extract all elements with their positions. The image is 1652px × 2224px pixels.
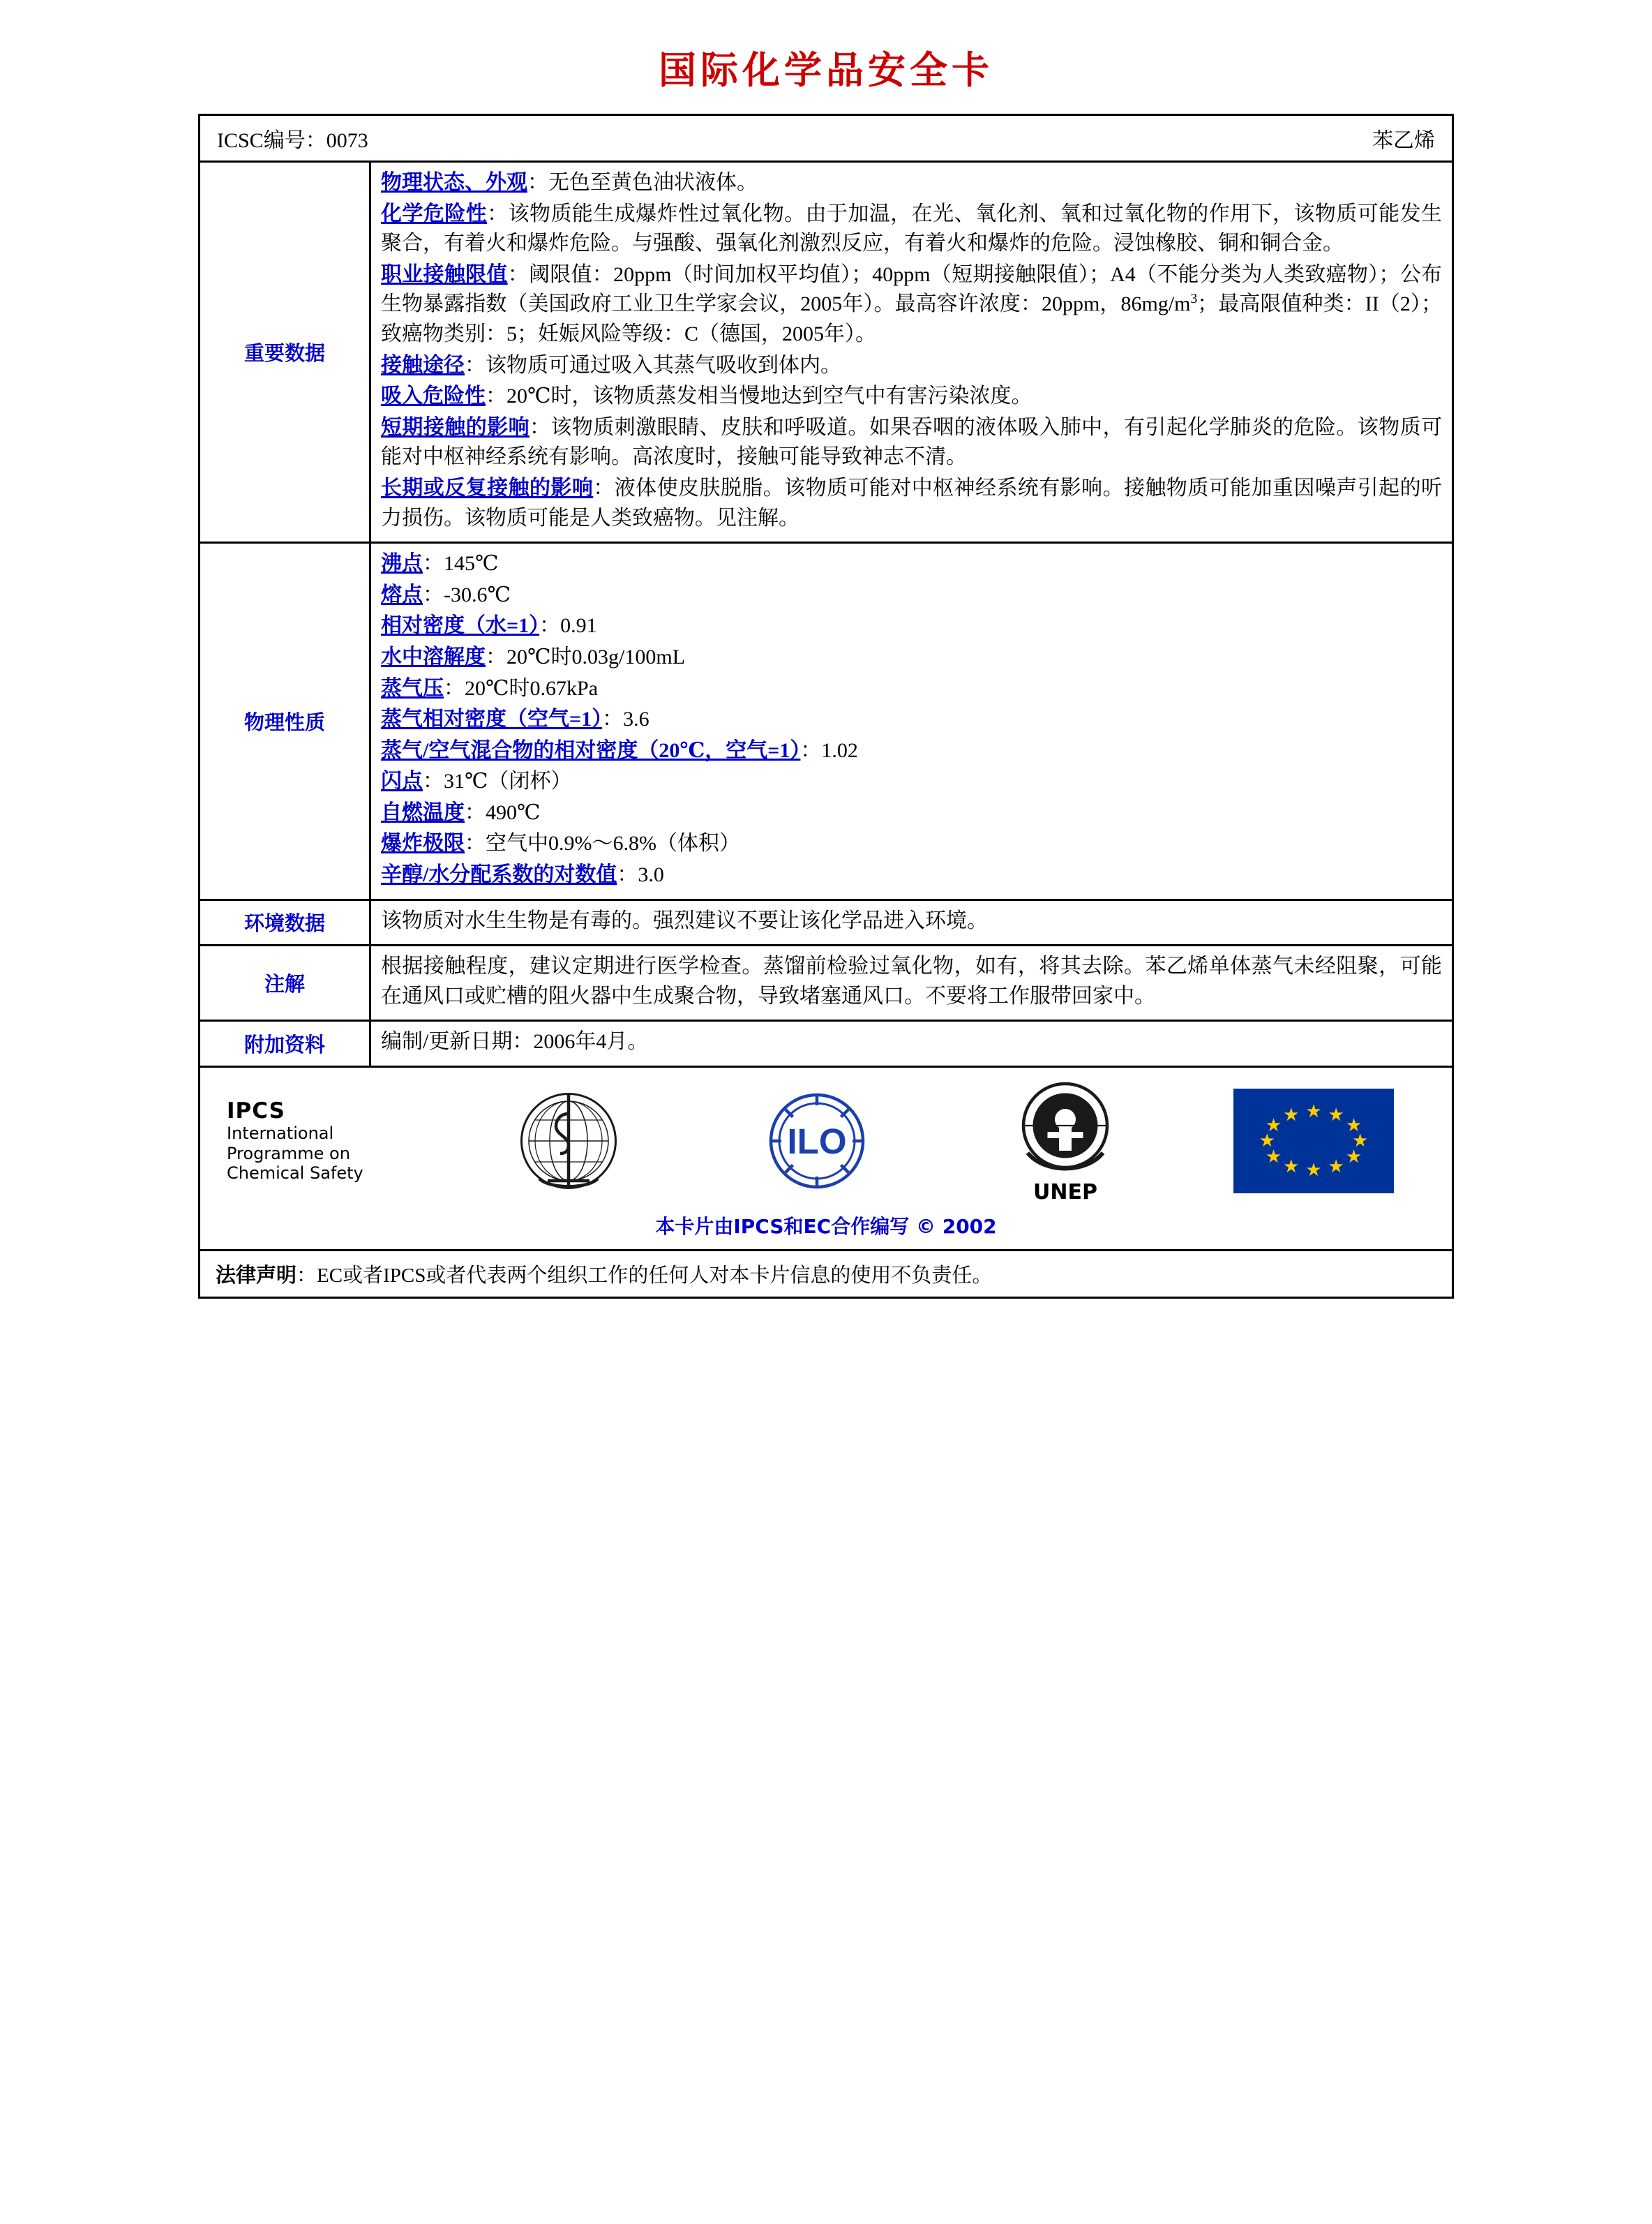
substance-name: 苯乙烯	[1372, 129, 1435, 152]
unep-globe-icon	[1009, 1077, 1121, 1182]
property-vapour-air-mixture-density	[381, 736, 1442, 766]
property-term: 爆炸极限	[381, 832, 465, 856]
property-term: 自燃温度	[381, 800, 465, 824]
section-notes	[200, 946, 1452, 1022]
entry-chemical-dangers	[381, 200, 1442, 259]
property-value: ：空气中0.9%～6.8%（体积）	[465, 832, 740, 856]
property-value: ：145℃	[423, 552, 499, 576]
entry-occupational-exposure-limits	[381, 260, 1442, 350]
ipcs-acronym: IPCS	[227, 1098, 285, 1124]
ipcs-subtitle-line2: Programme on	[227, 1143, 350, 1163]
property-value: ：0.91	[539, 614, 597, 638]
section-important-data	[200, 163, 1452, 544]
entry-term: 职业接触限值	[381, 262, 508, 286]
who-logo-icon	[513, 1089, 624, 1193]
section-label-environmental-data: 环境数据	[200, 901, 371, 945]
property-term: 蒸气压	[381, 676, 444, 700]
ipcs-subtitle-line3: Chemical Safety	[227, 1163, 363, 1184]
unep-caption: UNEP	[1033, 1180, 1097, 1205]
entry-term: 接触途径	[381, 353, 465, 377]
page-title: 国际化学品安全卡	[659, 48, 993, 92]
entry-routes-of-exposure	[381, 351, 1442, 381]
property-term: 相对密度（水=1）	[381, 614, 540, 638]
ilo-logo-slot	[693, 1089, 941, 1193]
entry-term: 长期或反复接触的影响	[381, 476, 594, 500]
legal-notice-row	[200, 1251, 1452, 1297]
card-header-row	[200, 116, 1452, 163]
entry-term: 短期接触的影响	[381, 415, 530, 439]
section-content-environmental-data	[371, 901, 1452, 945]
entry-physical-state	[381, 168, 1442, 198]
section-content-additional-information	[371, 1022, 1452, 1066]
property-flash-point	[381, 767, 1442, 797]
entry-text: ：该物质刺激眼睛、皮肤和呼吸道。如果吞咽的液体吸入肺中，有引起化学肺炎的危险。该物质可能对中枢神经系统有影响。高浓度时，接触可能导致神志不清。	[381, 415, 1442, 469]
section-additional-information	[200, 1022, 1452, 1068]
property-value: ：3.0	[617, 863, 664, 887]
footer-credit: 本卡片由IPCS和EC合作编写 © 2002	[655, 1215, 997, 1239]
property-value: ：3.6	[602, 708, 649, 731]
property-term: 蒸气相对密度（空气=1）	[381, 708, 603, 731]
ilo-logo-icon	[761, 1089, 873, 1193]
legal-notice-label: 法律声明	[216, 1264, 297, 1288]
section-physical-properties	[200, 544, 1452, 901]
section-content-notes	[371, 946, 1452, 1020]
section-label-important-data: 重要数据	[200, 163, 371, 542]
entry-text: ：液体使皮肤脱脂。该物质可能对中枢神经系统有影响。接触物质可能加重因噪声引起的听力损伤。该物质可能是人类致癌物。见注解。	[381, 476, 1443, 530]
property-term: 熔点	[381, 583, 423, 606]
eu-flag-slot	[1189, 1089, 1438, 1193]
legal-notice	[216, 1260, 992, 1288]
property-octanol-water-partition-coefficient	[381, 860, 1442, 890]
property-auto-ignition-temperature	[381, 798, 1442, 828]
section-environmental-data	[200, 901, 1452, 947]
property-melting-point	[381, 581, 1442, 611]
section-content-important-data	[371, 163, 1452, 542]
property-value: ：20℃时0.03g/100mL	[486, 645, 686, 669]
who-logo-slot	[444, 1089, 693, 1193]
entry-inhalation-risk	[381, 382, 1442, 412]
property-explosive-limits	[381, 829, 1442, 859]
property-vapour-pressure	[381, 674, 1442, 704]
section-label-notes: 注解	[200, 946, 371, 1020]
section-label-additional-information: 附加资料	[200, 1022, 371, 1066]
property-term: 蒸气/空气混合物的相对密度（20℃，空气=1）	[381, 738, 801, 762]
section-content-physical-properties	[371, 544, 1452, 899]
icsc-card	[198, 114, 1454, 1299]
property-water-solubility	[381, 643, 1442, 673]
eu-flag-icon: ★ ★ ★ ★ ★ ★ ★ ★ ★ ★ ★ ★	[1233, 1089, 1394, 1193]
entry-text: ：无色至黄色油状液体。	[527, 171, 758, 194]
property-relative-density	[381, 611, 1442, 641]
property-vapour-relative-density	[381, 705, 1442, 735]
entry-text: ：该物质可通过吸入其蒸气吸收到体内。	[465, 353, 841, 377]
unep-logo-slot	[941, 1077, 1189, 1204]
icsc-number-label: ICSC编号：	[217, 129, 326, 152]
entry-text-oel: ：阈限值：20ppm（时间加权平均值）；40ppm（短期接触限值）；A4（不能分类为人类致癌物）；公布生物暴露指数（美国政府工业卫生学家会议，2005年）。最高容许浓度：20ppm，$86mg/m^3$；最高限值种类：II（2）；致癌物类别：5；妊娠风险等级：C（德国，2005年）。	[381, 262, 1442, 345]
property-value: ：20℃时0.67kPa	[444, 676, 599, 700]
icsc-number-value: 0073	[326, 129, 368, 152]
property-term: 辛醇/水分配系数的对数值	[381, 863, 617, 887]
entry-term: 化学危险性	[381, 202, 488, 225]
property-value: ：490℃	[465, 800, 541, 824]
property-term: 闪点	[381, 770, 423, 793]
entry-text: ：该物质能生成爆炸性过氧化物。由于加温，在光、氧化剂、氧和过氧化物的作用下，该物质可能发生聚合，有着火和爆炸危险。与强酸、强氧化剂激烈反应，有着火和爆炸的危险。浸蚀橡胶、铜和铜合金。	[381, 202, 1443, 255]
svg-text:ILO: ILO	[787, 1121, 847, 1162]
icsc-number-block	[217, 123, 368, 154]
legal-notice-text: ：EC或者IPCS或者代表两个组织工作的任何人对本卡片信息的使用不负责任。	[296, 1264, 993, 1288]
property-term: 沸点	[381, 552, 423, 576]
entry-short-term-effects	[381, 413, 1442, 472]
notes-text: 根据接触程度，建议定期进行医学检查。蒸馏前检验过氧化物，如有，将其去除。苯乙烯单体蒸气未经阻聚，可能在通风口或贮槽的阻火器中生成聚合物，导致堵塞通风口。不要将工作服带回家中。	[381, 955, 1442, 1008]
environmental-data-text: 该物质对水生生物是有毒的。强烈建议不要让该化学品进入环境。	[381, 909, 988, 932]
entry-term: 吸入危险性	[381, 385, 486, 408]
entry-long-term-effects	[381, 474, 1442, 533]
ipcs-subtitle-line1: International	[227, 1123, 334, 1143]
property-value: ：1.02	[800, 738, 858, 762]
property-value: ：31℃（闭杯）	[423, 770, 572, 793]
property-term: 水中溶解度	[381, 645, 486, 669]
ipcs-text-block	[214, 1098, 444, 1184]
entry-term: 物理状态、外观	[381, 171, 527, 194]
section-label-physical-properties: 物理性质	[200, 544, 371, 899]
additional-information-text: 编制/更新日期：2006年4月。	[381, 1030, 649, 1054]
entry-text: ：20℃时，该物质蒸发相当慢地达到空气中有害污染浓度。	[486, 385, 1032, 408]
footer-logos-row	[200, 1068, 1452, 1251]
property-value: ：-30.6℃	[423, 583, 511, 606]
property-boiling-point	[381, 549, 1442, 579]
